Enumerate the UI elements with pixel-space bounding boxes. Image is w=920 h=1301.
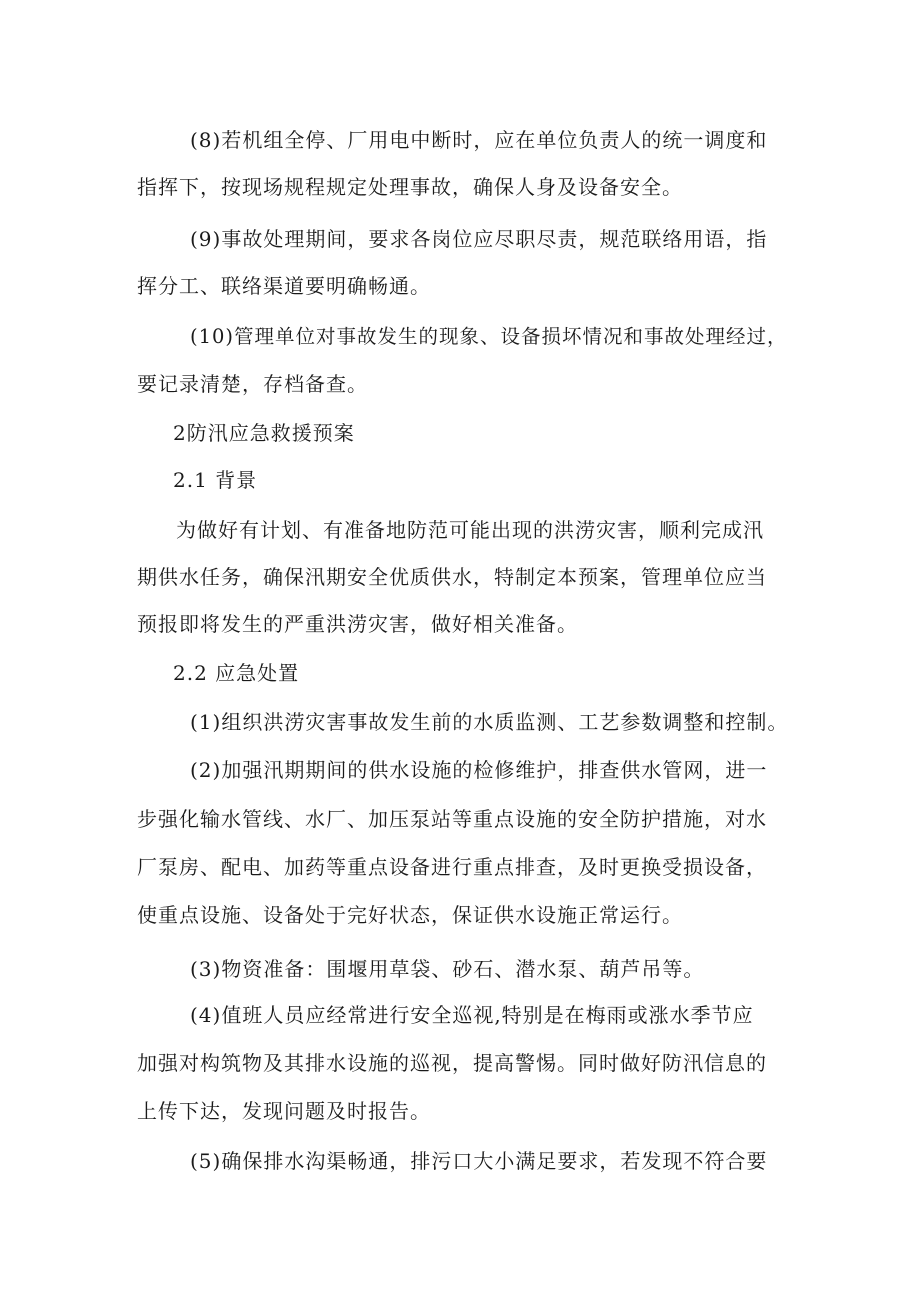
paragraph-10-line-2: 要记录清楚，存档备查。	[137, 372, 368, 396]
item-2-line-3: 厂泵房、配电、加药等重点设备进行重点排查，及时更换受损设备，	[137, 855, 767, 879]
item-4-line-2: 加强对构筑物及其排水设施的巡视，提高警惕。同时做好防汛信息的	[137, 1051, 767, 1075]
item-2-line-2: 步强化输水管线、水厂、加压泵站等重点设施的安全防护措施，对水	[137, 807, 767, 831]
section-2-1-line-1: 为做好有计划、有准备地防范可能出现的洪涝灾害，顺利完成汛	[176, 518, 764, 542]
paragraph-8-line-2: 指挥下，按现场规程规定处理事故，确保人身及设备安全。	[137, 175, 683, 199]
item-5-line-1: (5)确保排水沟渠畅通，排污口大小满足要求，若发现不符合要	[190, 1149, 768, 1173]
paragraph-9-line-1: (9)事故处理期间，要求各岗位应尽职尽责，规范联络用语，指	[190, 227, 768, 251]
section-2-1-line-2: 期供水任务，确保汛期安全优质供水，特制定本预案，管理单位应当	[137, 565, 767, 589]
paragraph-8-line-1: (8)若机组全停、厂用电中断时，应在单位负责人的统一调度和	[190, 128, 768, 152]
item-2-line-4: 使重点设施、设备处于完好状态，保证供水设施正常运行。	[137, 903, 683, 927]
section-2-2-heading: 2.2 应急处置	[173, 661, 300, 685]
item-4-line-3: 上传下达，发现问题及时报告。	[137, 1099, 431, 1123]
item-4-line-1: (4)值班人员应经常进行安全巡视,特别是在梅雨或涨水季节应	[190, 1003, 754, 1027]
paragraph-10-line-1: (10)管理单位对事故发生的现象、设备损坏情况和事故处理经过，	[190, 325, 788, 348]
section-2-heading: 2防汛应急救援预案	[173, 421, 355, 445]
paragraph-9-line-2: 挥分工、联络渠道要明确畅通。	[137, 274, 431, 298]
item-1-line-1: (1)组织洪涝灾害事故发生前的水质监测、工艺参数调整和控制。	[190, 710, 789, 734]
section-2-1-heading: 2.1 背景	[173, 468, 258, 492]
item-2-line-1: (2)加强汛期期间的供水设施的检修维护，排查供水管网，进一	[190, 758, 768, 782]
item-3-line-1: (3)物资准备：围堰用草袋、砂石、潜水泵、葫芦吊等。	[190, 957, 705, 981]
section-2-1-line-3: 预报即将发生的严重洪涝灾害，做好相关准备。	[137, 612, 578, 636]
